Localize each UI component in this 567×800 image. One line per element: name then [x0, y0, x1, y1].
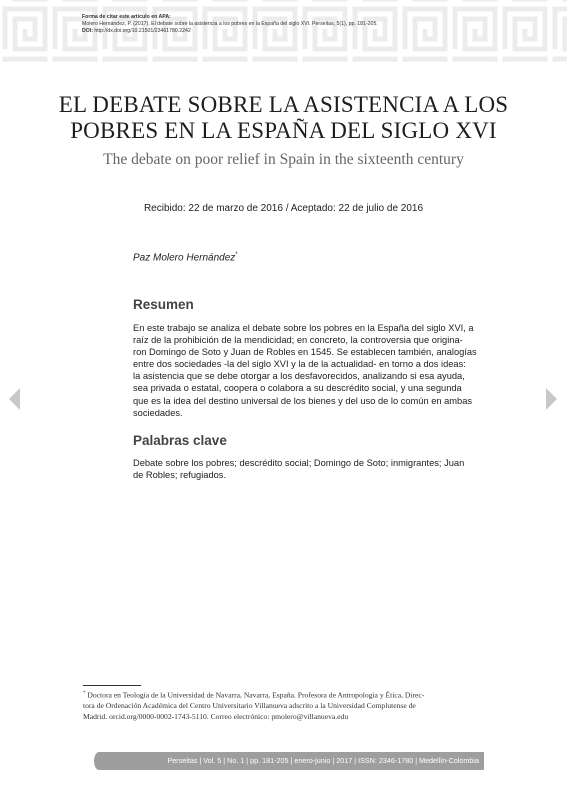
- citation-doi: [82, 28, 502, 35]
- abstract-line: sociedades.: [133, 407, 183, 418]
- abstract-line: ron Domingo de Soto y Juan de Robles en 1545. Se establecen también, analogías: [133, 347, 477, 358]
- doi-link[interactable]: http://dx.doi.org/10.21501/23461780.2242: [94, 28, 191, 35]
- author-footnote-marker: *: [235, 252, 238, 258]
- footnote-line: tora de Ordenación Académica del Centro Universitario Villanueva adscrito a la Universidad Complutense de: [83, 701, 416, 711]
- abstract-text: [133, 322, 483, 419]
- keywords-text: [133, 457, 483, 481]
- title-line-2: POBRES EN LA ESPAÑA DEL SIGLO XVI: [70, 118, 497, 143]
- abstract-line: raíz de la prohibición de la mendicidad; en concreto, la controversia que origina-: [133, 335, 463, 346]
- keywords-heading: Palabras clave: [133, 433, 227, 448]
- keywords-line: de Robles; refugiados.: [133, 470, 227, 481]
- author-name: [133, 252, 238, 263]
- previous-page-arrow-icon[interactable]: [9, 388, 20, 410]
- next-page-arrow-icon[interactable]: [546, 388, 557, 410]
- journal-footer-bar: [99, 752, 484, 770]
- received-accepted-dates: Recibido: 22 de marzo de 2016 / Aceptado: 22 de julio de 2016: [143, 203, 424, 214]
- citation-heading: Forma de citar este artículo en APA:: [82, 14, 171, 20]
- doi-label: DOI:: [82, 28, 93, 35]
- footnote-marker: *: [83, 691, 86, 696]
- keywords-line: Debate sobre los pobres; descrédito social; Domingo de Soto; inmigrantes; Juan: [133, 458, 465, 468]
- citation-block: [82, 14, 502, 36]
- citation-reference: Molero Hernández, P. (2017). El debate sobre la asistencia a los pobres en la España del siglo XVI. Perseitas, 5(1), pp. 181-205.: [82, 21, 378, 28]
- footnote-line: Madrid. orcid.org/0000-0002-1743-5110. Correo electrónico: pmolero@villanueva.edu: [83, 711, 349, 721]
- article-subtitle: The debate on poor relief in Spain in the sixteenth century: [103, 151, 464, 168]
- footnote-line: [83, 689, 489, 701]
- footnote-divider: [83, 685, 141, 686]
- footnote-line-text: Doctora en Teología de la Universidad de Navarra, Navarra, España. Profesora de Antropología y Ética, Direc-: [87, 690, 425, 700]
- abstract-line: En este trabajo se analiza el debate sobre los pobres en la España del siglo XVI, a: [133, 323, 474, 333]
- journal-footer-text: Perseitas | Vol. 5 | No. 1 | pp. 181-205 | enero-junio | 2017 | ISSN: 2346-1780 | Medellín-Colombia: [167, 756, 479, 765]
- abstract-line: que es la idea del destino universal de los bienes y del uso de lo común en ambas: [133, 395, 473, 406]
- author-name-text: Paz Molero Hernández: [133, 252, 236, 264]
- abstract-heading: Resumen: [133, 297, 194, 312]
- abstract-line: la asistencia que se debe otorgar a los desfavorecidos, analizando si esa ayuda,: [133, 371, 465, 382]
- author-footnote: [83, 689, 489, 722]
- title-line-1: EL DEBATE SOBRE LA ASISTENCIA A LOS: [58, 92, 509, 117]
- article-title: [40, 92, 527, 144]
- abstract-line: sea privada o estatal, coopera o colabora a su descrédito social, y una segunda: [133, 383, 462, 394]
- abstract-line: entre dos sociedades -la del siglo XVI y la de la actualidad- en torno a dos ideas:: [133, 359, 466, 370]
